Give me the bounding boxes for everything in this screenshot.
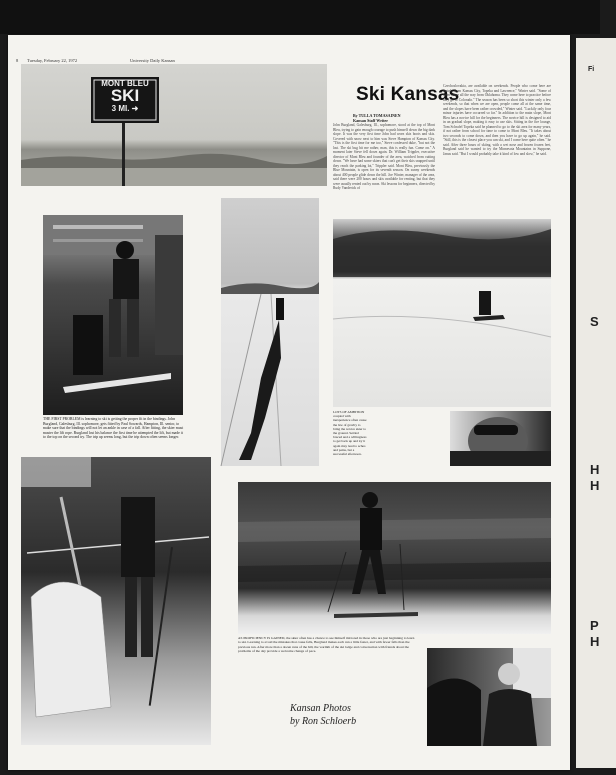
next-page-edge	[576, 38, 616, 768]
arrow-right-icon: ➜	[131, 104, 139, 113]
byline-role: Kansan Staff Writer	[353, 118, 388, 123]
photo-credit-line-2: by Ron Schloerb	[290, 716, 357, 727]
next-page-fragment-1: Fi	[588, 66, 595, 73]
caption-ambition: LOTS OF AMBITION coupled with inexperience often cause the law of gravity to bring the novice skier to the ground. Settled braced and a willingness to get back up and try it again may lead to aches and pains, but a successful afternoon.	[333, 410, 367, 457]
sign-line-1: MONT BLEU	[101, 79, 149, 88]
byline-author: By TULLA TOMASAINEN	[353, 113, 401, 118]
photo-credit	[290, 702, 356, 728]
sign-line-3: 3 MI.	[111, 104, 130, 113]
next-page-fragment-2: S	[590, 314, 599, 329]
page-number: 8	[16, 58, 19, 63]
photo-skier-shadow	[221, 198, 319, 466]
photo-ski-sign	[21, 64, 327, 186]
caption-proficiency: AS PROFICIENCY IS GAINED, the skier often has a chance to see himself mirrored in those who are just beginning to learn to ski. Learning to avoid the mistakes that cause falls, Burgland makes each run a little faster, and with fewer falls than the previous run. After more than a dozen runs of the hill, the warmth of the ski lodge and conversation with friends about the problems of the day provide a welcome change of pace.	[238, 636, 415, 653]
sign-line-2: SKI	[110, 86, 140, 105]
photo-ski-lodge	[427, 648, 551, 746]
photo-binding-fitting	[43, 215, 183, 415]
photo-credit-line-1: Kansan Photos	[290, 703, 351, 714]
next-page-fragment-5: P	[590, 618, 599, 633]
photo-skier-panned	[238, 482, 551, 634]
next-page-fragment-3: H	[590, 462, 600, 477]
scanner-background	[0, 0, 600, 34]
byline	[353, 113, 401, 123]
article-column-2: Czechoslovakia, are available on weekends. People who come here are mainly from Kansas City, Topeka and Lawrence," Winter said. "Some of them come all the way from Oklahoma. They come here to practice before they go to Colorado." The season has been so short this winter only a few weekends, so that when we are open, people come all at the same time, and the slopes have been rather crowded," Winter said. "Luckily only four minor injuries have occurred so far." In addition to the main slope, Mont Bleu has a novice hill for the beginners. The novice hill is designed to aid in an gradual slope, making it easy to use skis. Sitting in the fire lounge, Tom Schrafel Topeka said he planned to go to the ski area for many years, if not rather from school for time to come to Mont Bleu. "It takes about two seconds to come down, and then you have to go up again," he said. "Still, this is the closest place you can ski, and I come here quite often." he said. After three hours of skiing, with a wet nose and frozen frozen feet, Burgland said he wanted to try the Minnesota Mountains in Suppone, Janus said. "But I would probably take it kind of low and slow," he said.	[443, 84, 551, 156]
next-page-fragment-4: H	[590, 478, 600, 493]
photo-goggles-closeup	[450, 411, 551, 466]
photo-novice-slope	[333, 219, 551, 407]
sign-scene	[21, 64, 327, 186]
article-title: Ski Kansas	[356, 84, 460, 105]
photo-rope-tow	[21, 457, 211, 745]
next-page-fragment-6: H	[590, 634, 600, 649]
caption-first-problem: THE FIRST PROBLEM is learning to ski is getting the proper fit in the bindings. John Burgland, Galesburg, Ill. sophomore, gets fitted by Paul Sowards, Hampton, Ill. senior, to make sure that the bindings will not let an ankle in case of a fall. After fitting, the skier must master the lift rope. Burgland lost his balance the first time he attempted the lift, but made it to the top on the second try. The trip up seems long, but the trip down often seems longer.	[43, 417, 184, 440]
newspaper-name: University Daily Kansan	[130, 58, 175, 63]
issue-date: Tuesday, February 22, 1972	[27, 58, 78, 63]
article-column-1: John Burgland, Galesburg, Ill., sophomore, stood at the top of Mont Bleu, trying to gain enough courage to push himself down the big dark slope. It was the very first time John had worn skis boots and skis. Covered with snow next to him was Steve Hampton of Kansas City. "This is the first time for me too," Steve confessed duke, "but not the last. The ski bug bit me rather, man, this is really fun. Come on." A moment later Steve fell down again. Dr. William Trippler, executive director of Mont Bleu and founder of the area, watched from cutting down. "We have had some skiers that can't get their skis snapped until they reach the parking lot," Trippler said. Mont Bleu, previously the Blue Mountain, is open for its seventh season. On sunny weekends about 400 people glide down the hill. Joe Winter, manager of the area, said there were 200 hours and skis available for renting, but that they were usually rented out by noon. Ski lessons for beginners, directed by Rudy Vanderick of	[333, 123, 435, 190]
